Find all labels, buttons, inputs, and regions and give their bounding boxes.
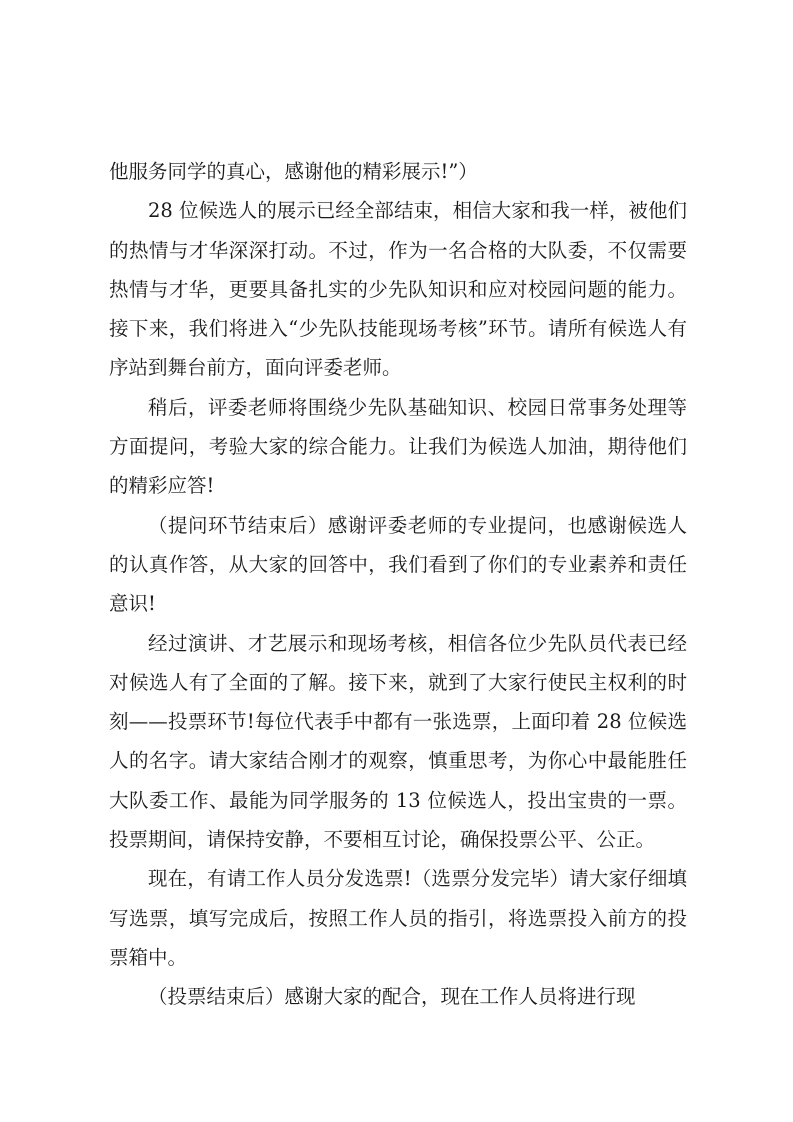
- paragraph-after-voting: （投票结束后）感谢大家的配合，现在工作人员将进行现: [148, 985, 636, 1009]
- paragraph-continuation: 他服务同学的真心，感谢他的精彩展示!”）: [109, 160, 478, 183]
- paragraph-after-questions: （提问环节结束后）感谢评委老师的专业提问，也感谢候选人的认真作答，从大家的回答中，我们看到了你们的专业素养和责任意识!: [109, 513, 687, 616]
- paragraph-candidates-finished: 28 位候选人的展示已经全部结束，相信大家和我一样，被他们的热情与才华深深打动。不过，作为一名合格的大队委，不仅需要热情与才华，更要具备扎实的少先队知识和应对校园问题的能力。接下来，我们将进入“少先队技能现场考核”环节。请所有候选人有序站到舞台前方，面向评委老师。: [109, 199, 687, 380]
- paragraph-voting-intro: 经过演讲、才艺展示和现场考核，相信各位少先队员代表已经对候选人有了全面的了解。接下来，就到了大家行使民主权利的时刻——投票环节!每位代表手中都有一张选票，上面印着 28 位候选人的名字。请大家结合刚才的观察，慎重思考，为你心中最能胜任大队委工作、最能为同学服务的 13 位候选人，投出宝贵的一票。投票期间，请保持安静，不要相互讨论，确保投票公平、公正。: [109, 631, 687, 852]
- paragraph-ballot-distribution: 现在，有请工作人员分发选票!（选票分发完毕）请大家仔细填写选票，填写完成后，按照工作人员的指引，将选票投入前方的投票箱中。: [109, 867, 687, 969]
- document-body: [109, 152, 687, 1017]
- paragraph-judges-questions: 稍后，评委老师将围绕少先队基础知识、校园日常事务处理等方面提问，考验大家的综合能力。让我们为候选人加油，期待他们的精彩应答!: [109, 395, 687, 498]
